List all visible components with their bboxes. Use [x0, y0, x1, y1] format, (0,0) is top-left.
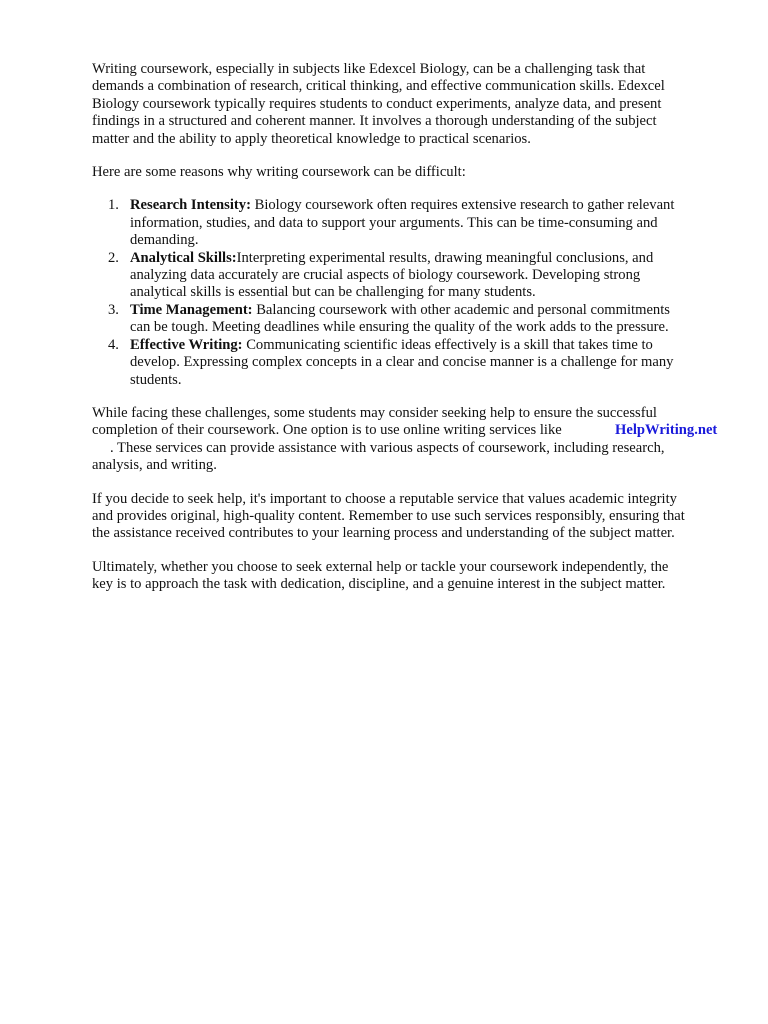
list-number: 2.	[108, 249, 119, 266]
help-line: While facing these challenges, some students may consider seeking help to ensure the successful	[92, 404, 657, 421]
intro-line: matter and the ability to apply theoretical knowledge to practical scenarios.	[92, 130, 531, 147]
list-text: demanding.	[130, 232, 199, 249]
reputable-line: If you decide to seek help, it's important to choose a reputable service that values academic integrity	[92, 490, 677, 507]
list-text: Communicating scientific ideas effectively is a skill that takes time to	[242, 336, 653, 353]
help-line	[92, 422, 718, 439]
list-text: analyzing data accurately are crucial aspects of biology coursework. Developing strong	[130, 267, 641, 284]
document-body	[92, 61, 728, 610]
intro-line: Writing coursework, especially in subjects like Edexcel Biology, can be a challenging task that	[92, 61, 646, 77]
list-item	[92, 250, 728, 302]
list-number: 4.	[108, 336, 119, 353]
list-number: 3.	[108, 301, 119, 318]
help-paragraph	[92, 405, 728, 475]
reasons-list	[92, 197, 728, 388]
intro-paragraph	[92, 61, 728, 148]
help-line: analysis, and writing.	[92, 457, 217, 474]
closing-line: Ultimately, whether you choose to seek external help or tackle your coursework independently, the	[92, 558, 669, 575]
intro-line: findings in a structured and coherent manner. It involves a thorough understanding of the subject	[92, 113, 657, 130]
list-item	[92, 337, 728, 389]
list-term: Effective Writing:	[130, 336, 243, 353]
reasons-intro: Here are some reasons why writing coursework can be difficult:	[92, 164, 466, 181]
help-text: completion of their coursework. One option is to use online writing services like	[92, 422, 562, 439]
list-text: analytical skills is essential but can be challenging for many students.	[130, 284, 536, 301]
list-text: students.	[130, 371, 182, 388]
list-item	[92, 197, 728, 249]
list-item	[92, 302, 728, 337]
list-text: develop. Expressing complex concepts in a clear and concise manner is a challenge for many	[130, 354, 674, 371]
list-text: Interpreting experimental results, drawing meaningful conclusions, and	[236, 249, 654, 266]
list-number: 1.	[108, 197, 119, 214]
list-term: Research Intensity:	[130, 197, 251, 214]
reputable-line: the assistance received contributes to your learning process and understanding of the subject matter.	[92, 525, 675, 542]
reputable-paragraph	[92, 491, 728, 543]
closing-line: key is to approach the task with dedication, discipline, and a genuine interest in the subject matter.	[92, 576, 666, 593]
help-line: . These services can provide assistance with various aspects of coursework, including research,	[110, 439, 665, 456]
list-text: information, studies, and data to support your arguments. This can be time-consuming and	[130, 214, 658, 231]
list-text: Biology coursework often requires extensive research to gather relevant	[250, 197, 675, 214]
intro-line: demands a combination of research, critical thinking, and effective communication skills. Edexcel	[92, 78, 665, 95]
intro-line: Biology coursework typically requires students to conduct experiments, analyze data, and present	[92, 95, 662, 112]
list-text: can be tough. Meeting deadlines while ensuring the quality of the work adds to the pressure.	[130, 319, 669, 336]
closing-paragraph	[92, 559, 728, 594]
helpwriting-link[interactable]: HelpWriting.net	[615, 422, 718, 439]
list-term: Analytical Skills:	[130, 249, 237, 266]
reputable-line: and provides original, high-quality content. Remember to use such services responsibly, ensuring that	[92, 507, 685, 524]
list-text: Balancing coursework with other academic and personal commitments	[252, 301, 670, 318]
list-term: Time Management:	[130, 301, 253, 318]
